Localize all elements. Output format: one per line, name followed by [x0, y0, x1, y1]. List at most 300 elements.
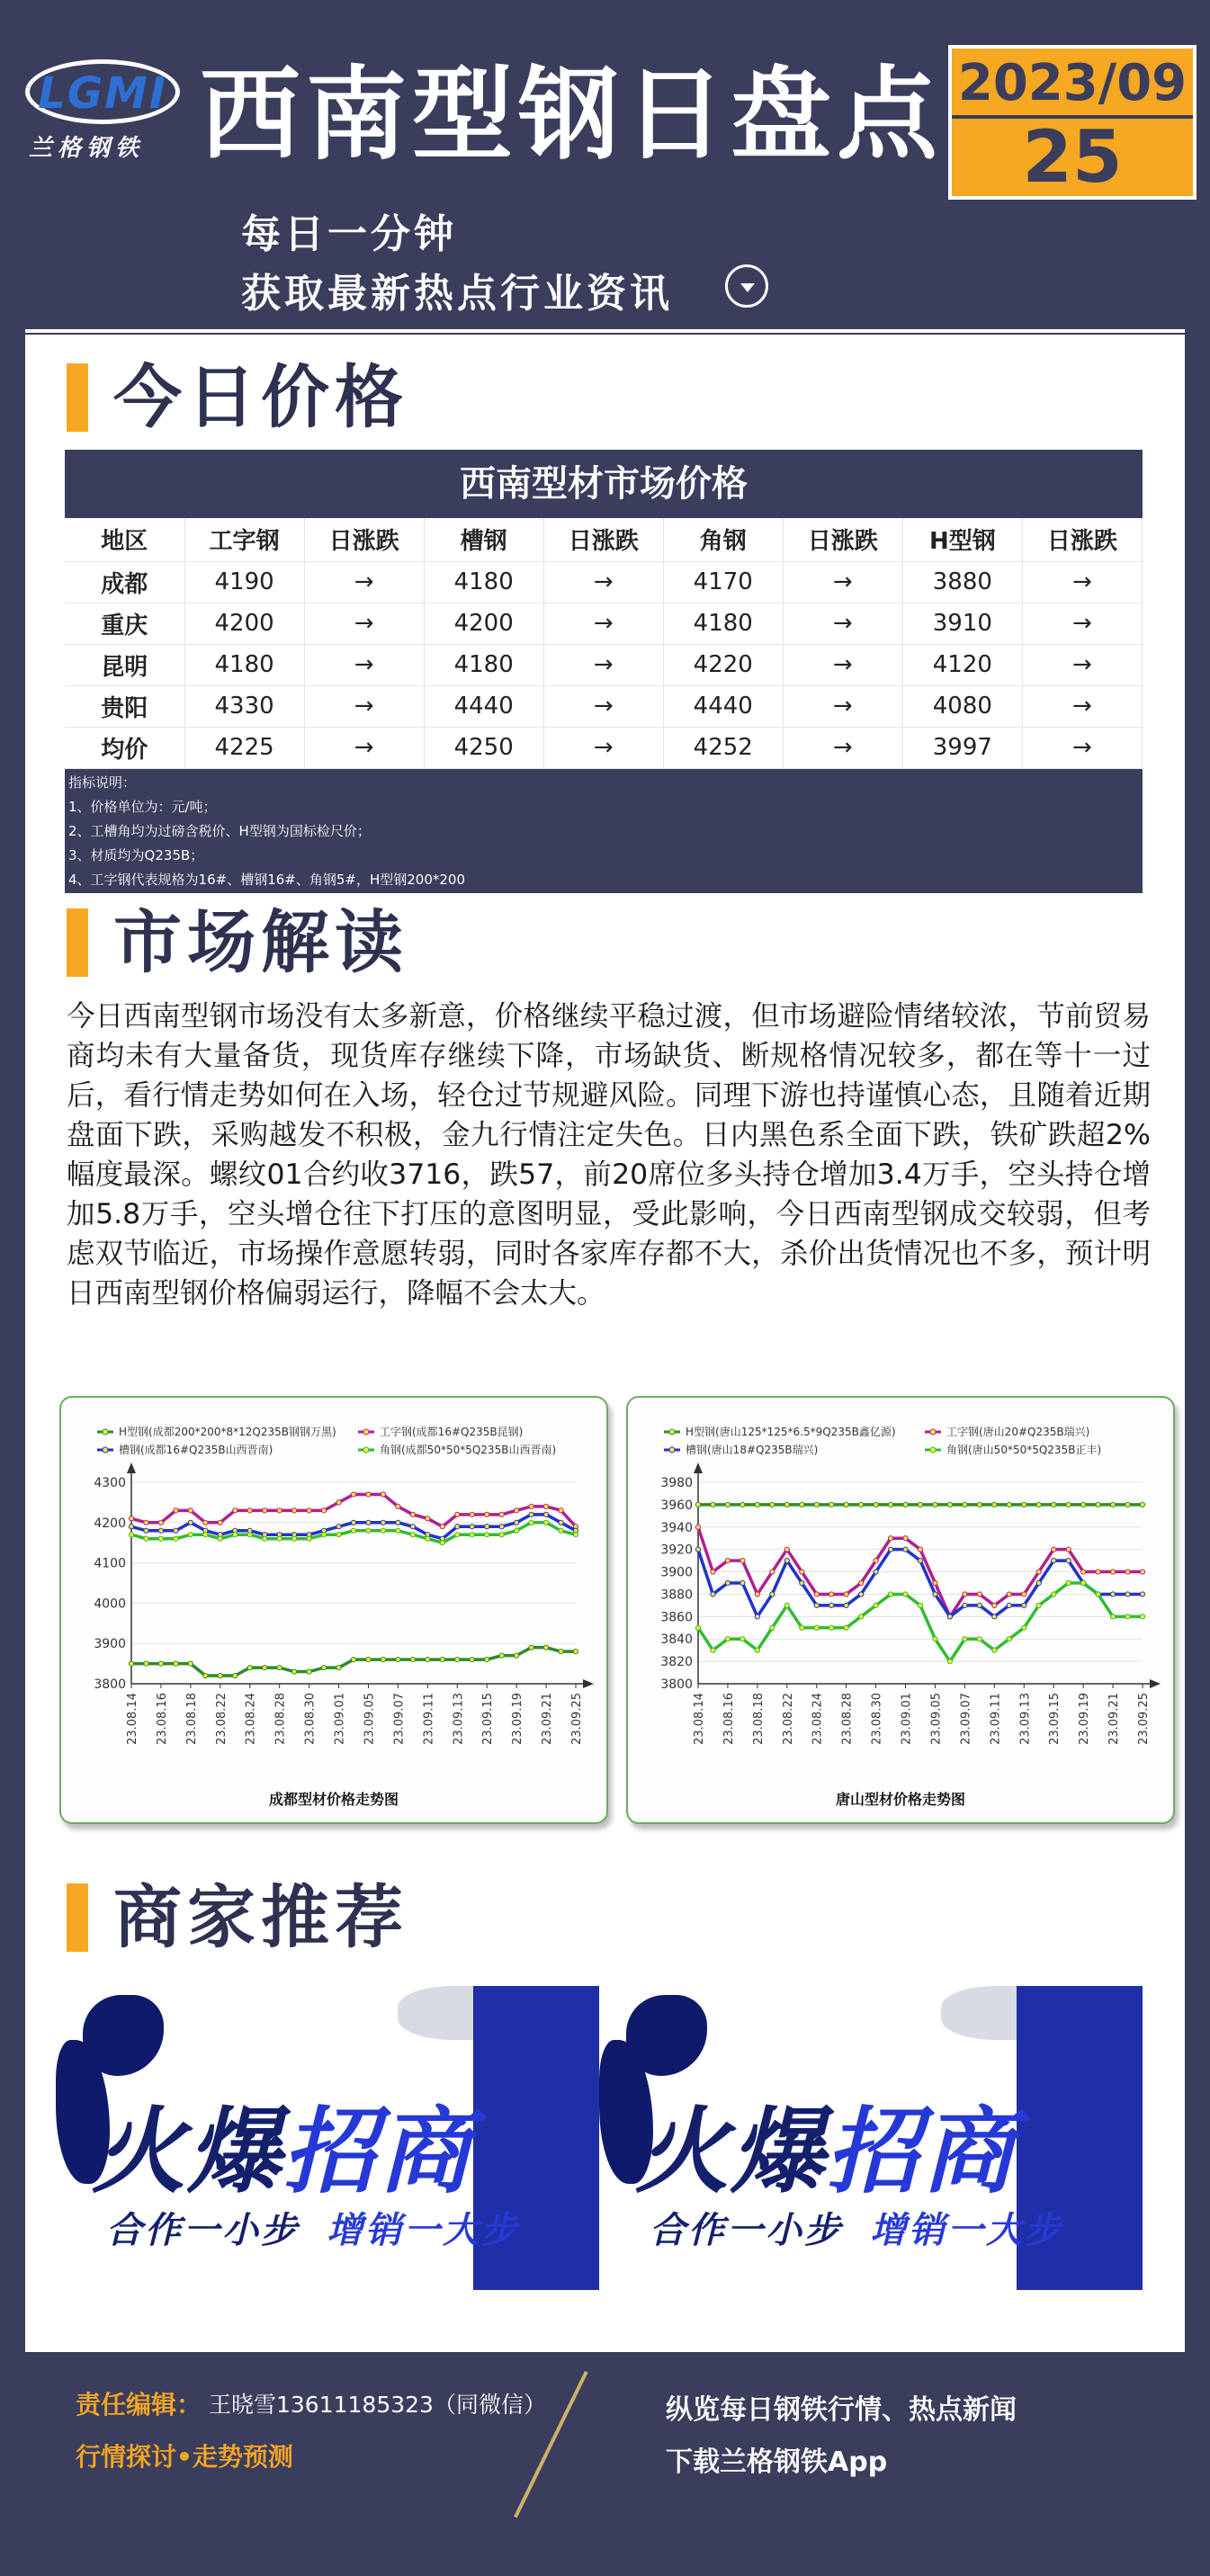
data-point	[1110, 1502, 1115, 1507]
data-point	[1110, 1570, 1115, 1574]
data-point	[784, 1559, 789, 1563]
data-point	[800, 1625, 804, 1630]
y-tick-label: 3880	[660, 1588, 693, 1603]
data-point	[277, 1508, 282, 1513]
legend-label: 工字钢(成都16#Q235B昆钢)	[380, 1426, 524, 1438]
banner-word2: 招商	[826, 2097, 1017, 2206]
legend-label: 角钢(成都50*50*5Q235B山西晋南)	[380, 1444, 557, 1456]
data-point	[129, 1525, 133, 1529]
data-point	[918, 1603, 922, 1607]
table-cell: 4200	[184, 603, 304, 644]
analysis-paragraph: 今日西南型钢市场没有太多新意，价格继续平稳过渡，但市场避险情绪较浓，节前贸易商均未有大量备货，现货库存继续下降，市场缺货、断规格情况较多，都在等十一过后，看行情走势如何在入场，轻仓过节规避风险。同理下游也持谨慎心态，且随着近期盘面下跌，采购越发不积极，金九行情注定失色。日内黑色系全面下跌，铁矿跌超2%幅度最深。螺纹01合约收3716，跌57，前20席位多头持仓增加3.4万手，空头持仓增加5.8万手，空头增仓往下打压的意图明显，受此影响，今日西南型钢成交较弱，但考虑双节临近，市场操作意愿转弱，同时各家库存都不大，杀价出货情况也不多，预计明日西南型钢价格偏弱运行，降幅不会太大。	[67, 1000, 1151, 1310]
table-cell: →	[304, 603, 424, 644]
table-cell: 重庆	[65, 603, 184, 644]
x-tick-label: 23.08.14	[126, 1693, 139, 1745]
data-point	[903, 1592, 908, 1597]
note-line: 1、价格单位为：元/吨；	[68, 798, 217, 815]
footer-promo-line1: 纵览每日钢铁行情、热点新闻	[666, 2394, 1017, 2426]
table-cell: 4252	[663, 727, 783, 768]
data-point	[992, 1502, 997, 1507]
data-point	[933, 1592, 937, 1597]
data-point	[426, 1658, 430, 1662]
table-cell: 4440	[663, 685, 783, 727]
data-point	[859, 1580, 864, 1585]
chevron-down-icon[interactable]	[725, 264, 768, 308]
legend-marker	[103, 1429, 108, 1435]
data-point	[1096, 1570, 1100, 1574]
data-point	[307, 1508, 311, 1513]
table-cell: 4190	[184, 561, 304, 603]
y-tick-label: 3940	[660, 1520, 693, 1535]
data-point	[933, 1502, 937, 1507]
banner-line1: 合作一小步	[650, 2210, 843, 2251]
y-tick-label: 4200	[94, 1516, 126, 1531]
legend-marker	[103, 1447, 108, 1453]
table-cell: →	[304, 561, 424, 603]
legend-label: 槽钢(唐山18#Q235B瑞兴)	[686, 1444, 819, 1456]
table-cell: →	[543, 685, 663, 727]
x-tick-label: 23.08.24	[244, 1693, 258, 1745]
x-axis-arrow	[1150, 1679, 1161, 1688]
data-point	[396, 1504, 400, 1508]
banner-headline	[635, 2076, 1017, 2211]
data-point	[829, 1625, 834, 1630]
banner-line1: 合作一小步	[106, 2210, 300, 2251]
table-cell: 昆明	[65, 644, 184, 685]
data-point	[1052, 1547, 1056, 1552]
data-point	[144, 1528, 148, 1533]
data-point	[426, 1536, 430, 1541]
data-point	[918, 1502, 922, 1507]
x-tick-label: 23.09.19	[511, 1693, 525, 1745]
legend-marker	[669, 1429, 675, 1435]
table-cell: 4225	[184, 727, 304, 768]
data-point	[499, 1533, 504, 1537]
data-point	[233, 1533, 238, 1537]
data-point	[426, 1516, 430, 1521]
data-point	[829, 1592, 834, 1597]
data-point	[573, 1533, 578, 1537]
data-point	[784, 1502, 789, 1507]
data-point	[874, 1603, 878, 1607]
table-cell: →	[783, 727, 902, 768]
data-point	[336, 1500, 341, 1505]
table-cell: 4120	[902, 644, 1022, 685]
banner-word2: 招商	[282, 2097, 474, 2206]
data-point	[188, 1508, 193, 1513]
table-cell: →	[543, 603, 663, 644]
data-point	[455, 1525, 460, 1529]
data-point	[933, 1580, 937, 1585]
legend-marker	[363, 1429, 369, 1435]
section-title-price: 今日价格	[113, 357, 408, 437]
data-point	[515, 1508, 519, 1513]
table-cell: →	[304, 727, 424, 768]
data-point	[470, 1658, 474, 1662]
data-point	[844, 1592, 848, 1597]
x-tick-label: 23.08.28	[273, 1693, 288, 1745]
data-point	[770, 1570, 775, 1574]
x-tick-label: 23.09.11	[422, 1693, 436, 1745]
table-cell: →	[783, 685, 902, 727]
data-point	[410, 1525, 415, 1529]
data-point	[515, 1653, 519, 1658]
data-point	[455, 1658, 460, 1662]
data-point	[947, 1659, 952, 1664]
data-point	[888, 1547, 892, 1552]
data-point	[1140, 1570, 1144, 1574]
x-tick-label: 23.09.11	[989, 1693, 1003, 1745]
table-header-row	[65, 518, 1143, 561]
column-header: 日涨跌	[304, 518, 424, 561]
data-point	[263, 1665, 267, 1669]
data-point	[1007, 1603, 1011, 1607]
data-point	[485, 1512, 489, 1516]
data-point	[129, 1516, 133, 1521]
data-point	[559, 1508, 563, 1513]
data-point	[829, 1603, 834, 1607]
data-point	[755, 1648, 759, 1652]
data-point	[381, 1492, 385, 1497]
data-point	[695, 1547, 700, 1552]
data-point	[1022, 1502, 1026, 1507]
editor-contact: 王晓雪13611185323（同微信）	[209, 2392, 546, 2418]
table-cell: 4250	[424, 727, 543, 768]
data-point	[543, 1504, 548, 1508]
data-point	[336, 1525, 341, 1529]
chart-title: 成都型材价格走势图	[268, 1791, 399, 1808]
merchant-banner-2[interactable]	[599, 1986, 1143, 2290]
data-point	[218, 1536, 222, 1541]
data-point	[203, 1673, 208, 1677]
section-title-analysis: 市场解读	[113, 902, 408, 982]
y-tick-label: 3820	[660, 1655, 693, 1670]
column-header: 角钢	[663, 518, 783, 561]
price-table-title: 西南型材市场价格	[65, 450, 1143, 518]
y-tick-label: 4000	[94, 1597, 126, 1612]
legend-label: H型钢(唐山125*125*6.5*9Q235B鑫亿源)	[686, 1426, 896, 1438]
data-point	[129, 1661, 133, 1666]
data-point	[529, 1520, 533, 1525]
data-point	[247, 1665, 252, 1669]
data-point	[711, 1592, 715, 1597]
tangshan-price-chart	[628, 1398, 1173, 1822]
legend-label: 工字钢(唐山20#Q235B瑞兴)	[946, 1426, 1090, 1438]
section-marker	[67, 1883, 88, 1952]
banner-line2: 增销一大步	[327, 2210, 520, 2251]
data-point	[844, 1502, 848, 1507]
data-point	[903, 1536, 908, 1541]
table-cell: 4080	[902, 685, 1022, 727]
data-point	[440, 1525, 444, 1529]
data-point	[888, 1502, 892, 1507]
table-row	[65, 561, 1143, 603]
data-point	[336, 1533, 341, 1537]
data-point	[1066, 1502, 1071, 1507]
data-point	[292, 1508, 297, 1513]
data-point	[1007, 1502, 1011, 1507]
y-tick-label: 3900	[94, 1637, 126, 1652]
data-point	[770, 1625, 775, 1630]
data-point	[396, 1528, 400, 1533]
data-point	[844, 1603, 848, 1607]
data-point	[903, 1502, 908, 1507]
content-card	[25, 335, 1185, 2352]
x-tick-label: 23.09.05	[363, 1693, 377, 1745]
y-tick-label: 3980	[660, 1476, 693, 1490]
data-point	[129, 1533, 133, 1537]
y-tick-label: 3800	[660, 1677, 693, 1692]
x-tick-label: 23.09.01	[900, 1693, 914, 1745]
data-point	[1125, 1592, 1130, 1597]
y-tick-label: 3840	[660, 1632, 693, 1648]
data-point	[1036, 1580, 1041, 1585]
data-point	[174, 1508, 178, 1513]
tangshan-chart-card	[626, 1396, 1175, 1824]
data-point	[963, 1637, 967, 1641]
data-point	[1052, 1592, 1056, 1597]
data-point	[321, 1508, 326, 1513]
data-point	[829, 1502, 834, 1507]
data-point	[1125, 1614, 1130, 1619]
data-point	[440, 1658, 444, 1662]
column-header: 地区	[65, 518, 184, 561]
data-point	[1081, 1502, 1086, 1507]
data-point	[485, 1533, 489, 1537]
x-tick-label: 23.09.01	[333, 1693, 347, 1745]
data-point	[307, 1669, 311, 1674]
data-point	[247, 1508, 252, 1513]
footer-tagline: 行情探讨•走势预测	[76, 2442, 293, 2472]
table-cell: →	[783, 644, 902, 685]
table-cell: →	[783, 561, 902, 603]
column-header: 日涨跌	[783, 518, 902, 561]
data-point	[410, 1512, 415, 1516]
x-tick-label: 23.08.14	[693, 1693, 706, 1745]
table-cell: →	[543, 561, 663, 603]
data-point	[351, 1658, 355, 1662]
data-point	[814, 1625, 819, 1630]
data-point	[396, 1520, 400, 1525]
table-row	[65, 685, 1143, 727]
data-point	[814, 1502, 819, 1507]
divider	[25, 329, 1185, 333]
data-point	[188, 1533, 193, 1537]
download-app-link[interactable]: 下载兰格钢铁App	[666, 2446, 888, 2478]
table-cell: →	[304, 644, 424, 685]
data-point	[410, 1658, 415, 1662]
data-point	[515, 1520, 519, 1525]
data-point	[158, 1528, 163, 1533]
legend-marker	[363, 1447, 369, 1453]
table-cell: →	[1022, 561, 1142, 603]
data-point	[543, 1645, 548, 1650]
legend-label: H型钢(成都200*200*8*12Q235B钢钢万黑)	[119, 1426, 336, 1438]
data-point	[188, 1661, 193, 1666]
column-header: 日涨跌	[1022, 518, 1142, 561]
data-point	[1066, 1559, 1071, 1563]
data-point	[515, 1528, 519, 1533]
data-point	[559, 1650, 563, 1654]
y-tick-label: 3800	[94, 1677, 126, 1692]
date-box	[948, 45, 1197, 200]
note-line: 4、工字钢代表规格为16#、槽钢16#、角钢5#，H型钢200*200	[68, 871, 466, 888]
data-point	[740, 1637, 745, 1641]
data-point	[1007, 1592, 1011, 1597]
merchant-banner-1[interactable]	[56, 1986, 599, 2290]
data-point	[1081, 1570, 1086, 1574]
series-line	[698, 1583, 1143, 1661]
data-point	[529, 1645, 533, 1650]
data-point	[1066, 1580, 1071, 1585]
data-point	[440, 1541, 444, 1545]
data-point	[755, 1614, 759, 1619]
data-point	[499, 1653, 504, 1658]
date-year-month: 2023/09	[952, 49, 1193, 119]
data-point	[203, 1533, 208, 1537]
x-tick-label: 23.09.13	[452, 1693, 466, 1745]
y-tick-label: 3900	[660, 1565, 693, 1580]
data-point	[174, 1536, 178, 1541]
data-point	[725, 1580, 730, 1585]
x-tick-label: 23.09.15	[481, 1693, 496, 1745]
data-point	[963, 1592, 967, 1597]
x-tick-label: 23.09.21	[1107, 1693, 1122, 1745]
data-point	[770, 1592, 775, 1597]
data-point	[174, 1528, 178, 1533]
x-tick-label: 23.08.22	[214, 1693, 229, 1745]
data-point	[470, 1512, 474, 1516]
legend-marker	[930, 1429, 936, 1435]
data-point	[1140, 1614, 1144, 1619]
data-point	[874, 1502, 878, 1507]
data-point	[977, 1637, 981, 1641]
data-point	[784, 1603, 789, 1607]
table-cell: 贵阳	[65, 685, 184, 727]
data-point	[740, 1502, 745, 1507]
data-point	[755, 1502, 759, 1507]
banner-word1: 火爆	[92, 2097, 283, 2206]
x-tick-label: 23.09.15	[1048, 1693, 1062, 1745]
x-tick-label: 23.08.18	[184, 1693, 199, 1745]
data-point	[144, 1536, 148, 1541]
table-cell: 3880	[902, 561, 1022, 603]
data-point	[1052, 1559, 1056, 1563]
table-cell: →	[1022, 685, 1142, 727]
data-point	[485, 1658, 489, 1662]
data-point	[336, 1665, 341, 1669]
logo-subtitle: 兰格钢铁	[29, 135, 145, 162]
table-cell: →	[304, 685, 424, 727]
data-point	[755, 1592, 759, 1597]
data-point	[292, 1669, 297, 1674]
x-tick-label: 23.09.07	[392, 1693, 407, 1745]
table-cell: 4330	[184, 685, 304, 727]
data-point	[559, 1528, 563, 1533]
data-point	[800, 1580, 804, 1585]
y-tick-label: 4100	[94, 1556, 126, 1571]
x-tick-label: 23.09.07	[959, 1693, 973, 1745]
data-point	[410, 1533, 415, 1537]
data-point	[977, 1592, 981, 1597]
x-tick-label: 23.08.30	[303, 1693, 318, 1745]
note-line: 3、材质均为Q235B；	[68, 846, 204, 863]
legend-marker	[930, 1447, 936, 1453]
data-point	[711, 1502, 715, 1507]
data-point	[543, 1520, 548, 1525]
table-cell: →	[543, 644, 663, 685]
table-notes	[65, 769, 1143, 893]
data-point	[455, 1512, 460, 1516]
data-point	[1022, 1592, 1026, 1597]
chengdu-chart-card	[59, 1396, 608, 1824]
price-table-panel	[65, 450, 1143, 893]
data-point	[573, 1650, 578, 1654]
chart-title: 唐山型材价格走势图	[835, 1791, 966, 1808]
table-cell: 成都	[65, 561, 184, 603]
section-title-merchants: 商家推荐	[113, 1877, 408, 1957]
data-point	[725, 1502, 730, 1507]
note-line: 指标说明：	[68, 774, 137, 791]
data-point	[277, 1536, 282, 1541]
data-point	[1096, 1502, 1100, 1507]
data-point	[499, 1512, 504, 1516]
data-point	[933, 1637, 937, 1641]
date-day: 25	[1022, 115, 1123, 199]
data-point	[1096, 1592, 1100, 1597]
table-row	[65, 603, 1143, 644]
x-tick-label: 23.09.13	[1018, 1693, 1033, 1745]
data-point	[992, 1648, 997, 1652]
data-point	[263, 1536, 267, 1541]
table-cell: 4180	[184, 644, 304, 685]
data-point	[918, 1547, 922, 1552]
y-tick-label: 3860	[660, 1610, 693, 1625]
data-point	[977, 1603, 981, 1607]
data-point	[992, 1614, 997, 1619]
data-point	[351, 1520, 355, 1525]
page-title: 西南型钢日盘点	[200, 57, 943, 174]
data-point	[321, 1533, 326, 1537]
x-tick-label: 23.08.16	[722, 1693, 736, 1745]
x-tick-label: 23.09.21	[541, 1693, 555, 1745]
data-point	[874, 1559, 878, 1563]
data-point	[740, 1559, 745, 1563]
table-cell: →	[1022, 727, 1142, 768]
x-axis-arrow	[583, 1679, 594, 1688]
data-point	[947, 1614, 952, 1619]
banner-tagline	[106, 2202, 520, 2253]
data-point	[963, 1502, 967, 1507]
data-point	[784, 1547, 789, 1552]
table-cell: →	[1022, 644, 1142, 685]
data-point	[874, 1570, 878, 1574]
legend-label: 槽钢(成都16#Q235B山西晋南)	[119, 1444, 273, 1456]
data-point	[1081, 1580, 1086, 1585]
data-point	[543, 1512, 548, 1516]
data-point	[158, 1520, 163, 1525]
data-point	[307, 1536, 311, 1541]
data-point	[174, 1661, 178, 1666]
data-point	[844, 1625, 848, 1630]
table-cell: 4220	[663, 644, 783, 685]
data-point	[381, 1658, 385, 1662]
data-point	[351, 1492, 355, 1497]
data-point	[321, 1665, 326, 1669]
table-cell: 3997	[902, 727, 1022, 768]
price-table	[65, 518, 1143, 769]
data-point	[247, 1533, 252, 1537]
